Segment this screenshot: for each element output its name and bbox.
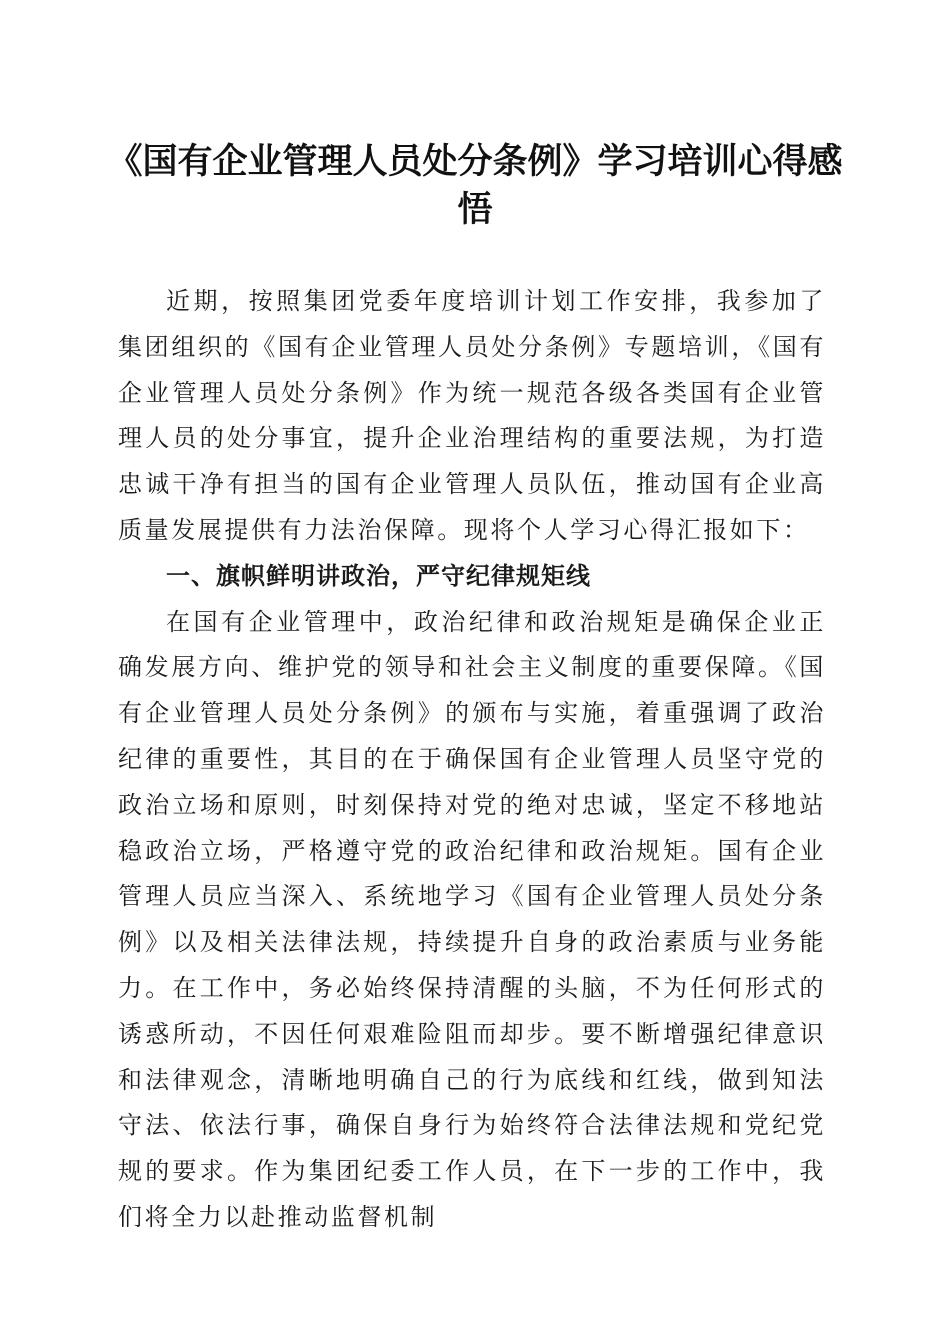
section-paragraph: 在国有企业管理中，政治纪律和政治规矩是确保企业正确发展方向、维护党的领导和社会主义制度的重要保障。《国有企业管理人员处分条例》的颁布与实施，着重强调了政治纪律的重要性，其目的在于确保国有企业管理人员坚守党的政治立场和原则，时刻保持对党的绝对忠诚，坚定不移地站稳政治立场，严格遵守党的政治纪律和政治规矩。国有企业管理人员应当深入、系统地学习《国有企业管理人员处分条例》以及相关法律法规，持续提升自身的政治素质与业务能力。在工作中，务必始终保持清醒的头脑，不为任何形式的诱惑所动，不因任何艰难险阻而却步。要不断增强纪律意识和法律观念，清晰地明确自己的行为底线和红线，做到知法守法、依法行事，确保自身行为始终符合法律法规和党纪党规的要求。作为集团纪委工作人员，在下一步的工作中，我们将全力以赴推动监督机制 xyxy=(118,607,826,1231)
document-title: 《国有企业管理人员处分条例》学习培训心得感悟 xyxy=(107,141,843,230)
section-heading: 一、旗帜鲜明讲政治，严守纪律规矩线 xyxy=(166,561,591,590)
intro-paragraph: 近期，按照集团党委年度培训计划工作安排，我参加了集团组织的《国有企业管理人员处分条例》专题培训，《国有企业管理人员处分条例》作为统一规范各级各类国有企业管理人员的处分事宜，提升企业治理结构的重要法规，为打造忠诚干净有担当的国有企业管理人员队伍，推动国有企业高质量发展提供有力法治保障。现将个人学习心得汇报如下： xyxy=(118,287,826,544)
document-body xyxy=(118,279,826,1241)
